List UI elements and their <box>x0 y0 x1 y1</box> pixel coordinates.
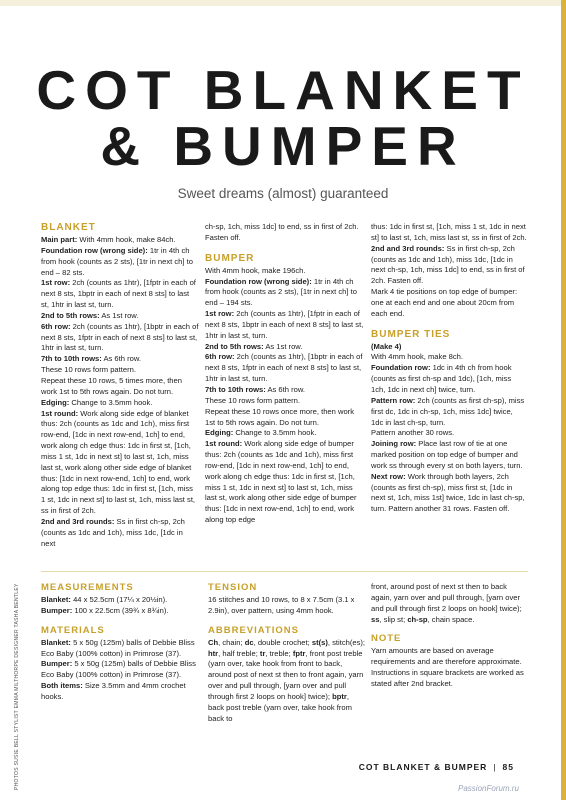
body-text: Work through both layers, 2ch (counts as first ch-sp), miss first st, [1dc in next st, 1ch, miss 1st] twice, 1dc in last ch-sp, turn. Pattern another 31 rows. Fasten off. <box>371 471 525 514</box>
bold-term: 1st row: <box>205 309 235 319</box>
bold-term: 2nd to 5th rows: <box>205 341 264 351</box>
materials-heading: MATERIALS <box>41 624 105 636</box>
bold-term: 1st round: <box>205 439 243 449</box>
body-text: With 4mm hook, make 196ch. <box>205 265 306 275</box>
page-title-line-2: & BUMPER <box>100 115 466 177</box>
note-text: Yarn amounts are based on average requirements and are therefore approximate. Instructions in square brackets are worked as stated after 2nd bracket. <box>371 646 524 688</box>
instruction-line <box>371 287 527 320</box>
instruction-line <box>41 398 199 409</box>
body-text: Pattern another 30 rows. <box>371 428 455 438</box>
bumper-ties-instructions <box>371 342 527 516</box>
body-text: As 1st row. <box>99 310 139 320</box>
bumper-column <box>205 222 364 526</box>
materials-list <box>41 638 199 703</box>
body-text: 2ch (counts as 1htr), [1bptr in each of next 8 sts, 1fptr in each of next 8 sts] to last st, 1htr in last st, turn. <box>41 321 199 353</box>
body-text: , chain; <box>218 637 245 647</box>
abbreviations-text-continued <box>371 582 527 625</box>
body-text: Work along side edge of bumper thus: 2ch (counts as 1dc and 1ch), miss first row-end, [1dc in next row-end, 1ch] to end, work along ch edge thus: 1dc in first st, [1ch, miss 1 st, 1dc in next st] to last st, 1ch, miss last st, work along other side edge of bumper thus: [1dc in next row-end, 1ch] to end, work along top edge <box>205 439 357 525</box>
body-text: 1tr in 4th ch from hook (counts as 2 sts), [1tr in next ch] to end – 82 sts. <box>41 245 193 277</box>
body-text: Change to 3.5mm hook. <box>69 397 153 407</box>
bold-term: 2nd and 3rd rounds: <box>371 243 445 253</box>
tension-abbreviations-box <box>208 582 366 724</box>
instruction-line <box>41 638 199 660</box>
instruction-line <box>41 246 199 279</box>
body-text: , front post treble (yarn over, take hook from front to back, around post of next st then to front again, yarn over and pull through, [yarn over and pull through first 2 loops on hook] twice); <box>208 648 364 701</box>
watermark: PassionForum.ru <box>458 784 519 793</box>
instruction-line <box>371 222 527 244</box>
bold-term: 6th row: <box>205 352 235 362</box>
body-text: Ss in first ch-sp, 2ch (counts as 1dc and 1ch), miss 1dc, [1dc in next <box>41 516 185 548</box>
bold-term: Blanket: <box>41 595 71 604</box>
body-text: 44 x 52.5cm (17¼ x 20½in). <box>70 595 168 604</box>
bold-term: bptr <box>332 691 347 701</box>
body-text: As 1st row. <box>263 341 303 351</box>
tension-heading: TENSION <box>208 582 258 593</box>
body-text: 5 x 50g (125m) balls of Debbie Bliss Eco Baby (100% cotton) in Primrose (37). <box>41 637 195 658</box>
blanket-instructions <box>41 235 199 549</box>
section-divider <box>41 571 528 572</box>
bumper-ties-heading: BUMPER TIES <box>371 328 451 340</box>
tension-text: 16 stitches and 10 rows, to 8 x 7.5cm (3.1 x 2.9in), over pattern, using 4mm hook. <box>208 595 355 615</box>
page-footer <box>300 762 514 772</box>
body-text: 1dc in 4th ch from hook (counts as first ch-sp and 1dc), [1ch, miss 1ch, 1dc in next ch] twice, turn. <box>371 363 512 394</box>
bold-term: Bumper: <box>41 605 73 615</box>
body-text: 100 x 22.5cm (39¾ x 8¾in). <box>72 605 169 615</box>
blanket-instructions-continued <box>205 222 364 244</box>
bold-term: 2nd and 3rd rounds: <box>41 516 115 526</box>
body-text: With 4mm hook, make 8ch. <box>371 352 464 362</box>
bold-term: Pattern row: <box>371 395 416 405</box>
instruction-line <box>41 376 199 398</box>
note-heading: NOTE <box>371 633 402 645</box>
body-text: 2ch (counts as 1htr), [1bptr in each of next 8 sts, 1fptr in each of next 8 sts] to last st, 1htr in last st, turn. <box>205 352 363 384</box>
instruction-line <box>205 342 364 353</box>
body-text: As 6th row. <box>101 354 142 364</box>
body-text: Work along side edge of blanket thus: 2ch (counts as 1dc and 1ch), miss first row-end, [1dc in next row-end, 1ch] to end, work along ch edge thus: 1dc in first st, [1ch, miss 1 st, 1dc in next st] to last st, 1ch, miss last st, work along other side edge of blanket thus: [1dc in next row-end, 1ch] to end, work along top edge thus: 1dc in first st, [1ch, miss 1 st, 1dc in next st] to last st, 1ch, miss last st, ss in first of 2ch. <box>41 408 196 516</box>
body-text: Repeat these 10 rows, 5 times more, then work 1st to 5th rows again. Do not turn. <box>41 375 182 396</box>
bumper-heading: BUMPER <box>205 252 255 264</box>
bold-term: 7th to 10th rows: <box>41 354 102 364</box>
bold-term: Both items: <box>41 681 83 691</box>
bumper-instructions <box>205 266 364 526</box>
instruction-line <box>41 311 199 322</box>
instruction-line <box>41 517 199 550</box>
body-text: front, around post of next st then to back again, yarn over and pull through, [yarn over and pull through first 2 loops on hook] twice); <box>371 582 522 613</box>
bold-term: (Make 4) <box>371 341 402 351</box>
bold-term: Bumper: <box>41 659 73 669</box>
body-text: Place last row of tie at one marked position on top edge of bumper and work ss through every st on both layers, turn. <box>371 439 523 470</box>
instruction-line <box>371 363 527 396</box>
instruction-line <box>41 365 199 376</box>
bold-term: 1st round: <box>41 408 79 418</box>
bumper-ties-column <box>371 222 527 515</box>
instruction-line <box>205 439 364 526</box>
instruction-line <box>205 396 364 407</box>
instruction-line <box>205 309 364 342</box>
instruction-line <box>41 606 199 617</box>
body-text: 2ch (counts as 1htr), [1fptr in each of next 8 sts, 1bptr in each of next 8 sts] to last st, 1htr in last st, turn. <box>205 309 364 340</box>
instruction-line <box>371 244 527 287</box>
body-text: 2ch (counts as 1htr), [1fptr in each of next 8 sts, 1bptr in each of next 8 sts] to last st, 1htr in last st, turn. <box>41 278 196 310</box>
instruction-line <box>41 322 199 355</box>
bold-term: Main part: <box>41 235 78 244</box>
instruction-line <box>41 659 199 681</box>
body-text: ch-sp, 1ch, miss 1dc] to end, ss in first of 2ch. Fasten off. <box>205 222 359 242</box>
instruction-line <box>371 342 527 353</box>
measurements-materials-box <box>41 582 199 703</box>
body-text: 5 x 50g (125m) balls of Debbie Bliss Eco Baby (100% cotton) in Primrose (37). <box>41 659 196 680</box>
instruction-line <box>205 385 364 396</box>
bold-term: 2nd to 5th rows: <box>41 310 100 320</box>
instruction-line <box>205 352 364 385</box>
bold-term: 6th row: <box>41 321 71 331</box>
body-text: Change to 3.5mm hook. <box>233 428 317 438</box>
bold-term: Foundation row: <box>371 363 431 373</box>
bold-term: Joining row: <box>371 439 417 449</box>
instruction-line <box>41 278 199 311</box>
body-text: , stitch(es); <box>327 637 366 647</box>
bold-term: Edging: <box>41 397 70 407</box>
bold-term: Ch <box>208 637 219 647</box>
body-text: These 10 rows form pattern. <box>205 395 300 405</box>
body-text: 1tr in 4th ch from hook (counts as 2 sts), [1tr in next ch] to end – 194 sts. <box>205 276 357 308</box>
top-band <box>0 0 566 6</box>
instruction-line <box>41 595 199 606</box>
body-text: With 4mm hook, make 84ch. <box>77 235 176 244</box>
bold-term: Next row: <box>371 471 406 481</box>
instruction-line <box>205 277 364 310</box>
body-text: , treble; <box>265 648 293 658</box>
bold-term: ss <box>371 614 380 624</box>
body-text: , chain space. <box>427 614 475 624</box>
page-subtitle: Sweet dreams (almost) guaranteed <box>177 186 389 201</box>
bold-term: 7th to 10th rows: <box>205 384 266 394</box>
instruction-line <box>41 354 199 365</box>
instruction-line <box>371 472 527 515</box>
page-title-line-1: COT BLANKET <box>36 59 530 121</box>
instruction-line <box>371 439 527 472</box>
bumper-instructions-continued <box>371 222 527 320</box>
body-text: Mark 4 tie positions on top edge of bumper: one at each end and one about 20cm from each end. <box>371 287 518 318</box>
abbreviations-heading: ABBREVIATIONS <box>208 624 299 636</box>
instruction-line <box>371 352 527 363</box>
abbreviations-text <box>208 638 366 725</box>
instruction-line <box>41 681 199 703</box>
body-text: As 6th row. <box>265 384 306 394</box>
photo-credits: PHOTOS SUSIE BELL STYLIST EMMA MILTHORPE DESIGNER TASHA BENTLEY <box>14 583 20 790</box>
body-text: , double crochet; <box>253 637 312 647</box>
bold-term: Foundation row (wrong side): <box>41 245 148 255</box>
body-text: These 10 rows form pattern. <box>41 365 136 375</box>
bold-term: Blanket: <box>41 637 71 647</box>
instruction-line <box>205 407 364 429</box>
bold-term: dc <box>244 637 254 647</box>
instruction-line <box>371 428 527 439</box>
bold-term: Foundation row (wrong side): <box>205 276 312 286</box>
body-text: , slip st; <box>379 614 408 624</box>
measurements-list <box>41 595 199 617</box>
bold-term: htr <box>208 648 219 658</box>
body-text: , half treble; <box>218 648 260 658</box>
bold-term: 1st row: <box>41 278 71 288</box>
instruction-line <box>205 266 364 277</box>
blanket-heading: BLANKET <box>41 222 96 233</box>
instruction-line <box>41 235 199 246</box>
bold-term: ch-sp <box>407 614 428 624</box>
blanket-column <box>41 222 199 549</box>
body-text: 2ch (counts as first ch-sp), miss first dc, 1dc in ch-sp, 1ch, miss 1dc] twice, 1dc in last ch-sp, turn. <box>371 395 525 427</box>
body-text: thus: 1dc in first st, [1ch, miss 1 st, 1dc in next st] to last st, 1ch, miss last st, ss in first of 2ch. <box>371 222 527 242</box>
bold-term: tr <box>259 648 266 658</box>
bold-term: fptr <box>292 648 306 658</box>
bold-term: Edging: <box>205 428 234 438</box>
footer-label: COT BLANKET & BUMPER <box>358 762 488 772</box>
bold-term: st(s) <box>311 637 328 647</box>
body-text: Size 3.5mm and 4mm crochet hooks. <box>41 681 186 701</box>
note-box <box>371 582 527 690</box>
instruction-line <box>41 409 199 517</box>
page-number: 85 <box>502 762 514 772</box>
instruction-line <box>205 222 364 244</box>
body-text: Repeat these 10 rows once more, then work 1st to 5th rows again. Do not turn. <box>205 406 355 427</box>
footer-separator: | <box>493 762 497 772</box>
measurements-heading: MEASUREMENTS <box>41 582 134 593</box>
instruction-line <box>205 428 364 439</box>
body-text: Ss in first ch-sp, 2ch (counts as 1dc and 1ch), miss 1dc, [1dc in next ch-sp, 1ch, miss 1dc] to end, ss in first of 2ch. Fasten off. <box>371 243 525 286</box>
instruction-line <box>371 396 527 429</box>
body-text: , back post treble (yarn over, take hook from back to <box>208 691 352 723</box>
